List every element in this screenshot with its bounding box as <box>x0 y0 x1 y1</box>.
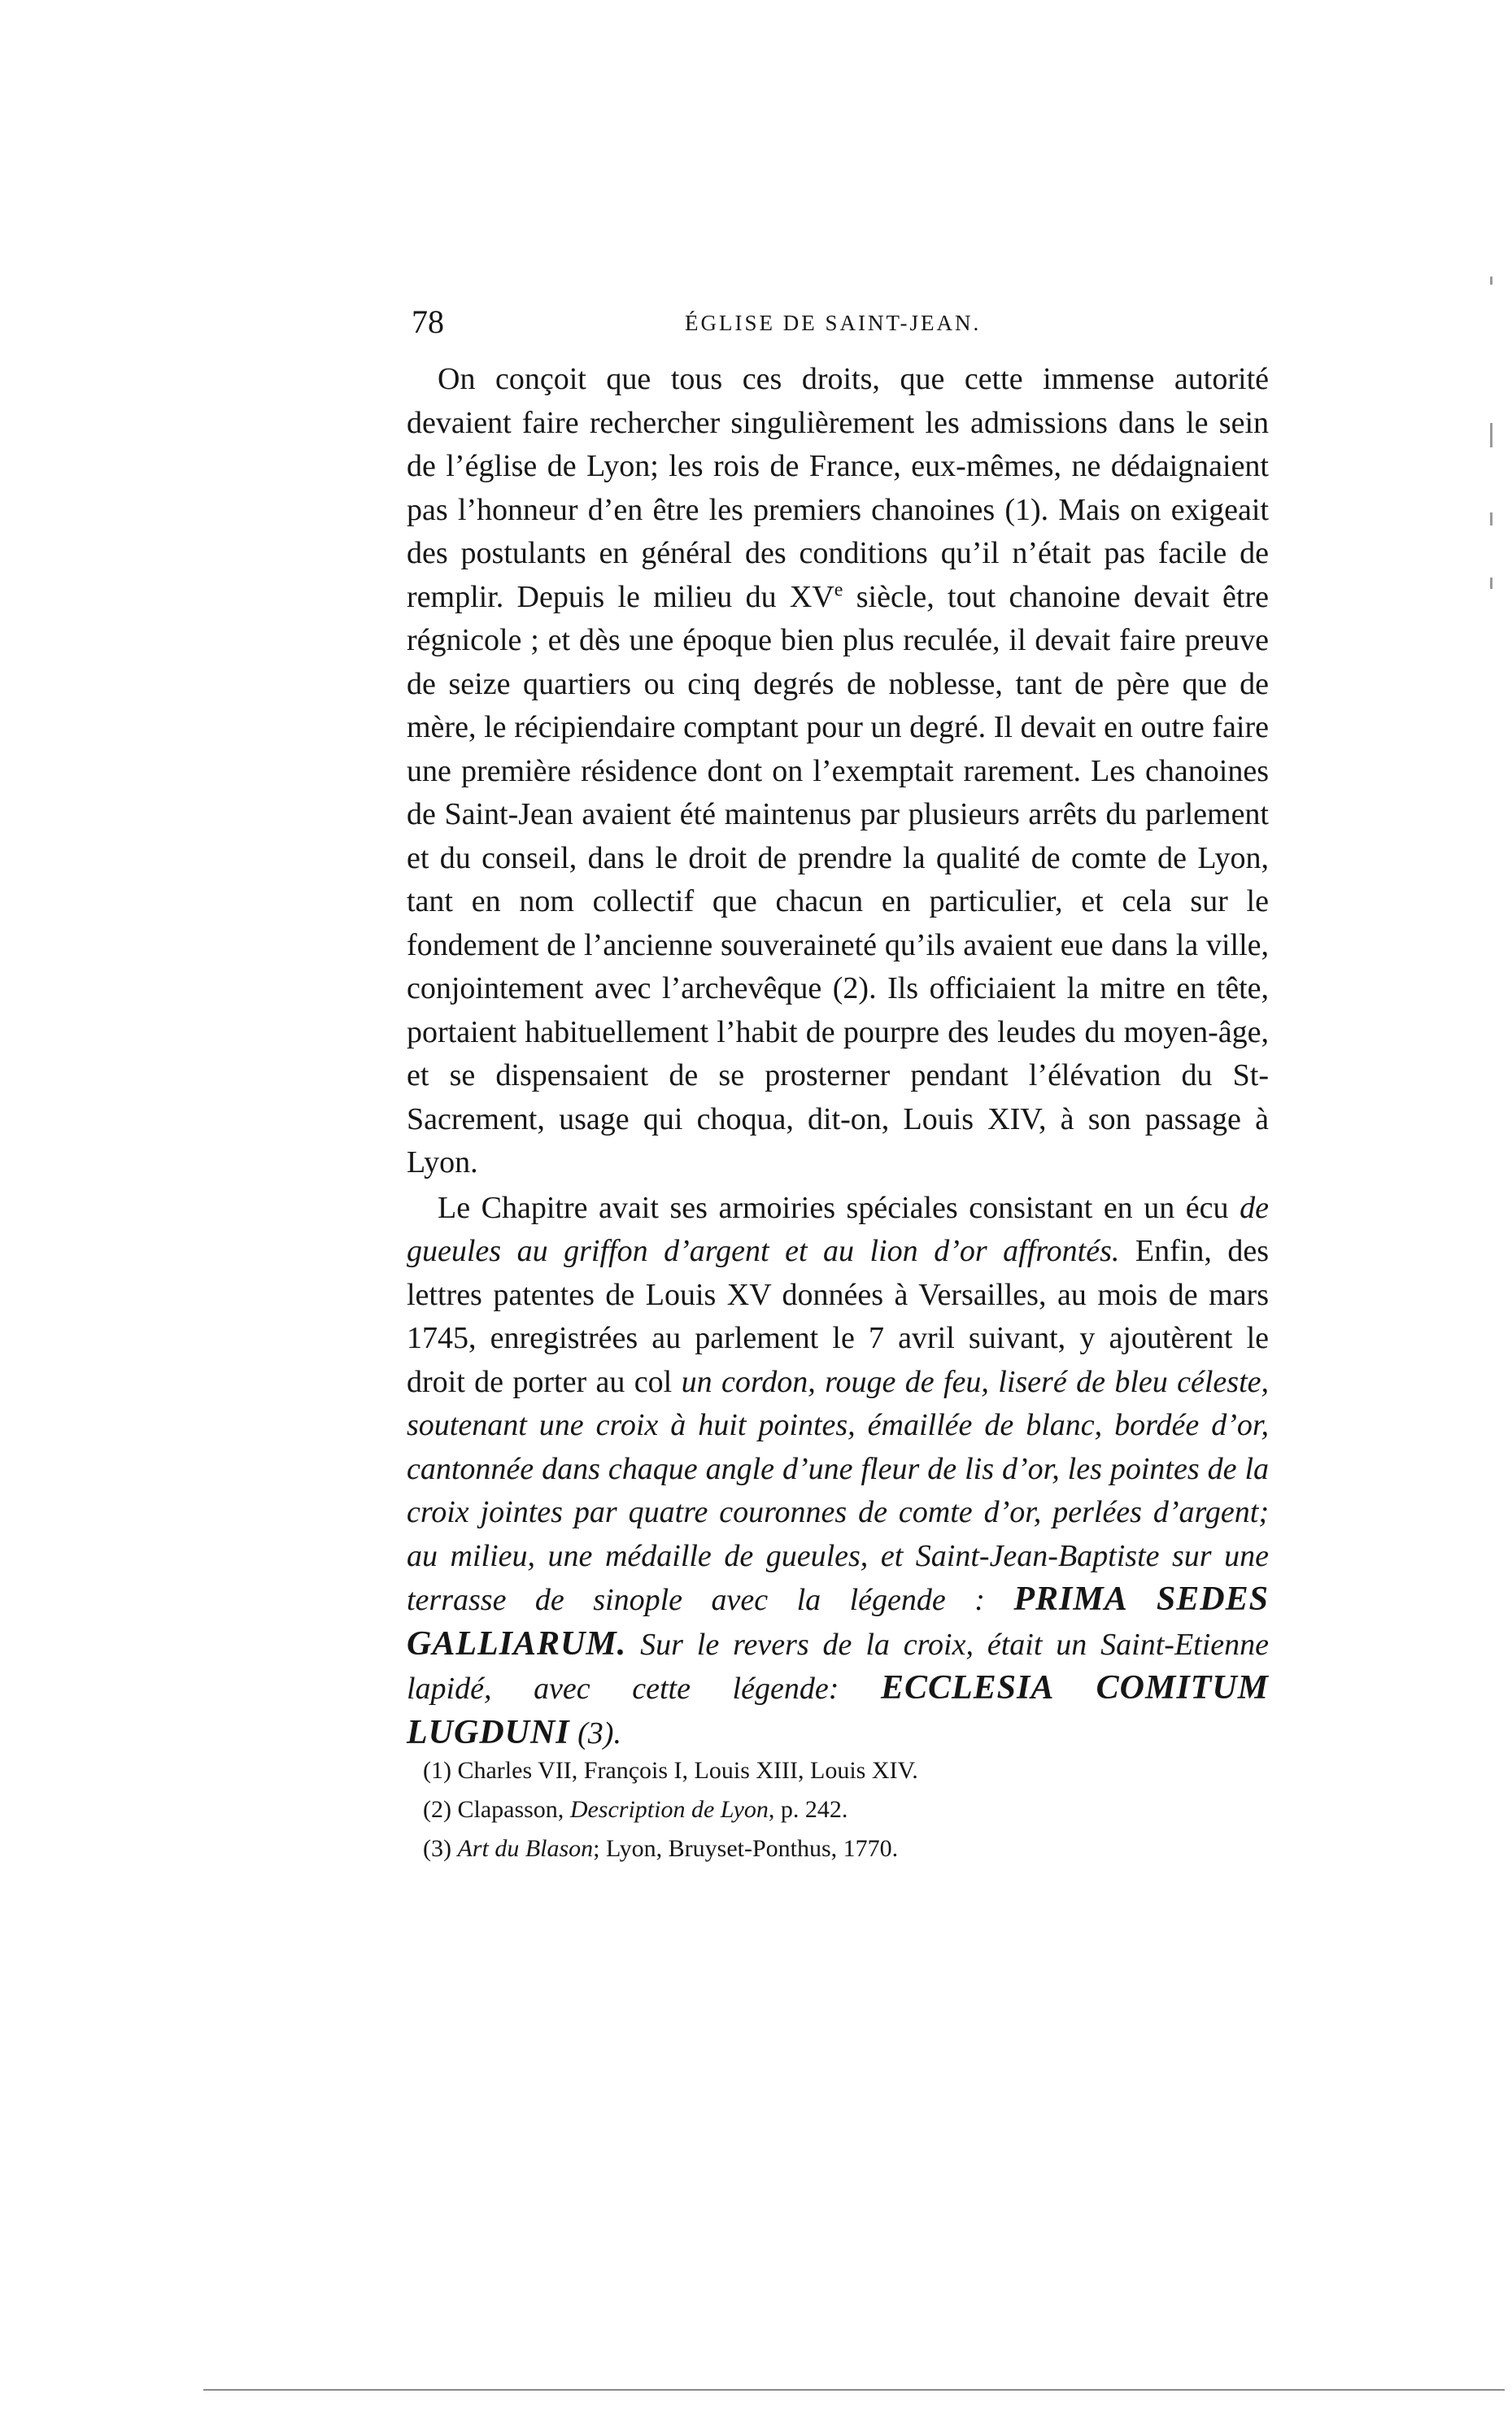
legend-prima-sedes: PRIMA SEDES GALLIARUM. <box>407 1580 1269 1663</box>
paragraph-2-part-a: Le Chapitre avait ses armoiries spéciales consistant en un écu <box>438 1190 1240 1225</box>
margin-marks <box>1490 277 1493 602</box>
century-superscript: e <box>834 578 843 600</box>
decoration-description: un cordon, rouge de feu, liseré de bleu céleste, soutenant une croix à huit pointes, émaillée de blanc, bordée d’or, cantonnée dans chaque angle d’une fleur de lis d’or, les pointes de la croix jointes par quatre couronnes de comte d’or, perlées d’argent; au milieu, une médaille de gueules, et Saint-Jean-Baptiste sur une terrasse de sinople avec la légende : <box>407 1364 1269 1617</box>
footnote-2-mark: (2) <box>423 1796 451 1823</box>
bottom-rule <box>203 2389 1505 2391</box>
footnote-1 <box>423 1753 1269 1789</box>
paragraph-1-part-b: siècle, tout chanoine devait être régnicole ; et dès une époque bien plus reculée, il devait faire preuve de seize quartiers ou cinq degrés de noblesse, tant de père que de mère, le récipiendaire comptant pour un degré. Il devait en outre faire une première résidence dont on l’exemptait rarement. Les chanoines de Saint-Jean avaient été maintenus par plusieurs arrêts du parlement et du conseil, dans le droit de prendre la qualité de comte de Lyon, tant en nom collectif que chacun en particulier, et cela sur le fondement de l’ancienne souveraineté qu’ils avaient eue dans la ville, conjointement avec l’archevêque (2). Ils officiaient la mitre en tête, portaient habituellement l’habit de pourpre des leudes du moyen-âge, et se dispensaient de se prosterner pendant l’élévation du St-Sacrement, usage qui choqua, dit-on, Louis XIV, à son passage à Lyon. <box>407 579 1269 1179</box>
paragraph-2-part-b: Enfin, des lettres patentes de Louis XV données à Versailles, au mois de mars 1745, enregistrées au parlement le 7 avril suivant, y ajoutèrent le droit de porter au col <box>407 1234 1269 1399</box>
footnote-3 <box>423 1831 1269 1867</box>
reverse-description: Sur le revers de la croix, était un Saint-Etienne lapidé, avec cette légende: <box>407 1627 1270 1706</box>
running-title: ÉGLISE DE SAINT-JEAN. <box>685 311 982 335</box>
footnote-2-title: Description de Lyon <box>569 1796 769 1823</box>
footnote-2-rest: , p. 242. <box>768 1796 848 1823</box>
footnote-3-rest: ; Lyon, Bruyset-Ponthus, 1770. <box>593 1835 899 1862</box>
footnote-3-mark: (3) <box>423 1835 451 1862</box>
footnotes <box>423 1753 1269 1870</box>
body-text <box>407 358 1269 1757</box>
footnote-ref-3: (3). <box>577 1716 621 1750</box>
footnote-2 <box>423 1792 1269 1828</box>
footnote-3-title: Art du Blason <box>457 1835 594 1862</box>
paragraph-1 <box>407 358 1269 1185</box>
footnote-1-mark: (1) <box>423 1757 451 1784</box>
blazon-text: de gueules au griffon d’argent et au lion d’or affrontés. <box>407 1190 1269 1268</box>
page-number: 78 <box>412 303 444 340</box>
legend-ecclesia: ECCLESIA COMITUM LUGDUNI <box>407 1669 1270 1751</box>
footnote-2-text: Clapasson, <box>457 1796 570 1823</box>
paragraph-2 <box>407 1187 1269 1756</box>
paragraph-1-part-a: On conçoit que tous ces droits, que cette immense autorité devaient faire rechercher singulièrement les admissions dans le sein de l’église de Lyon; les rois de France, eux-mêmes, ne dédaignaient pas l’honneur d’en être les premiers chanoines (1). Mais on exigeait des postulants en général des conditions qu’il n’était pas facile de remplir. Depuis le milieu du XV <box>407 362 1269 614</box>
footnote-1-text: Charles VII, François I, Louis XIII, Louis XIV. <box>457 1757 918 1784</box>
